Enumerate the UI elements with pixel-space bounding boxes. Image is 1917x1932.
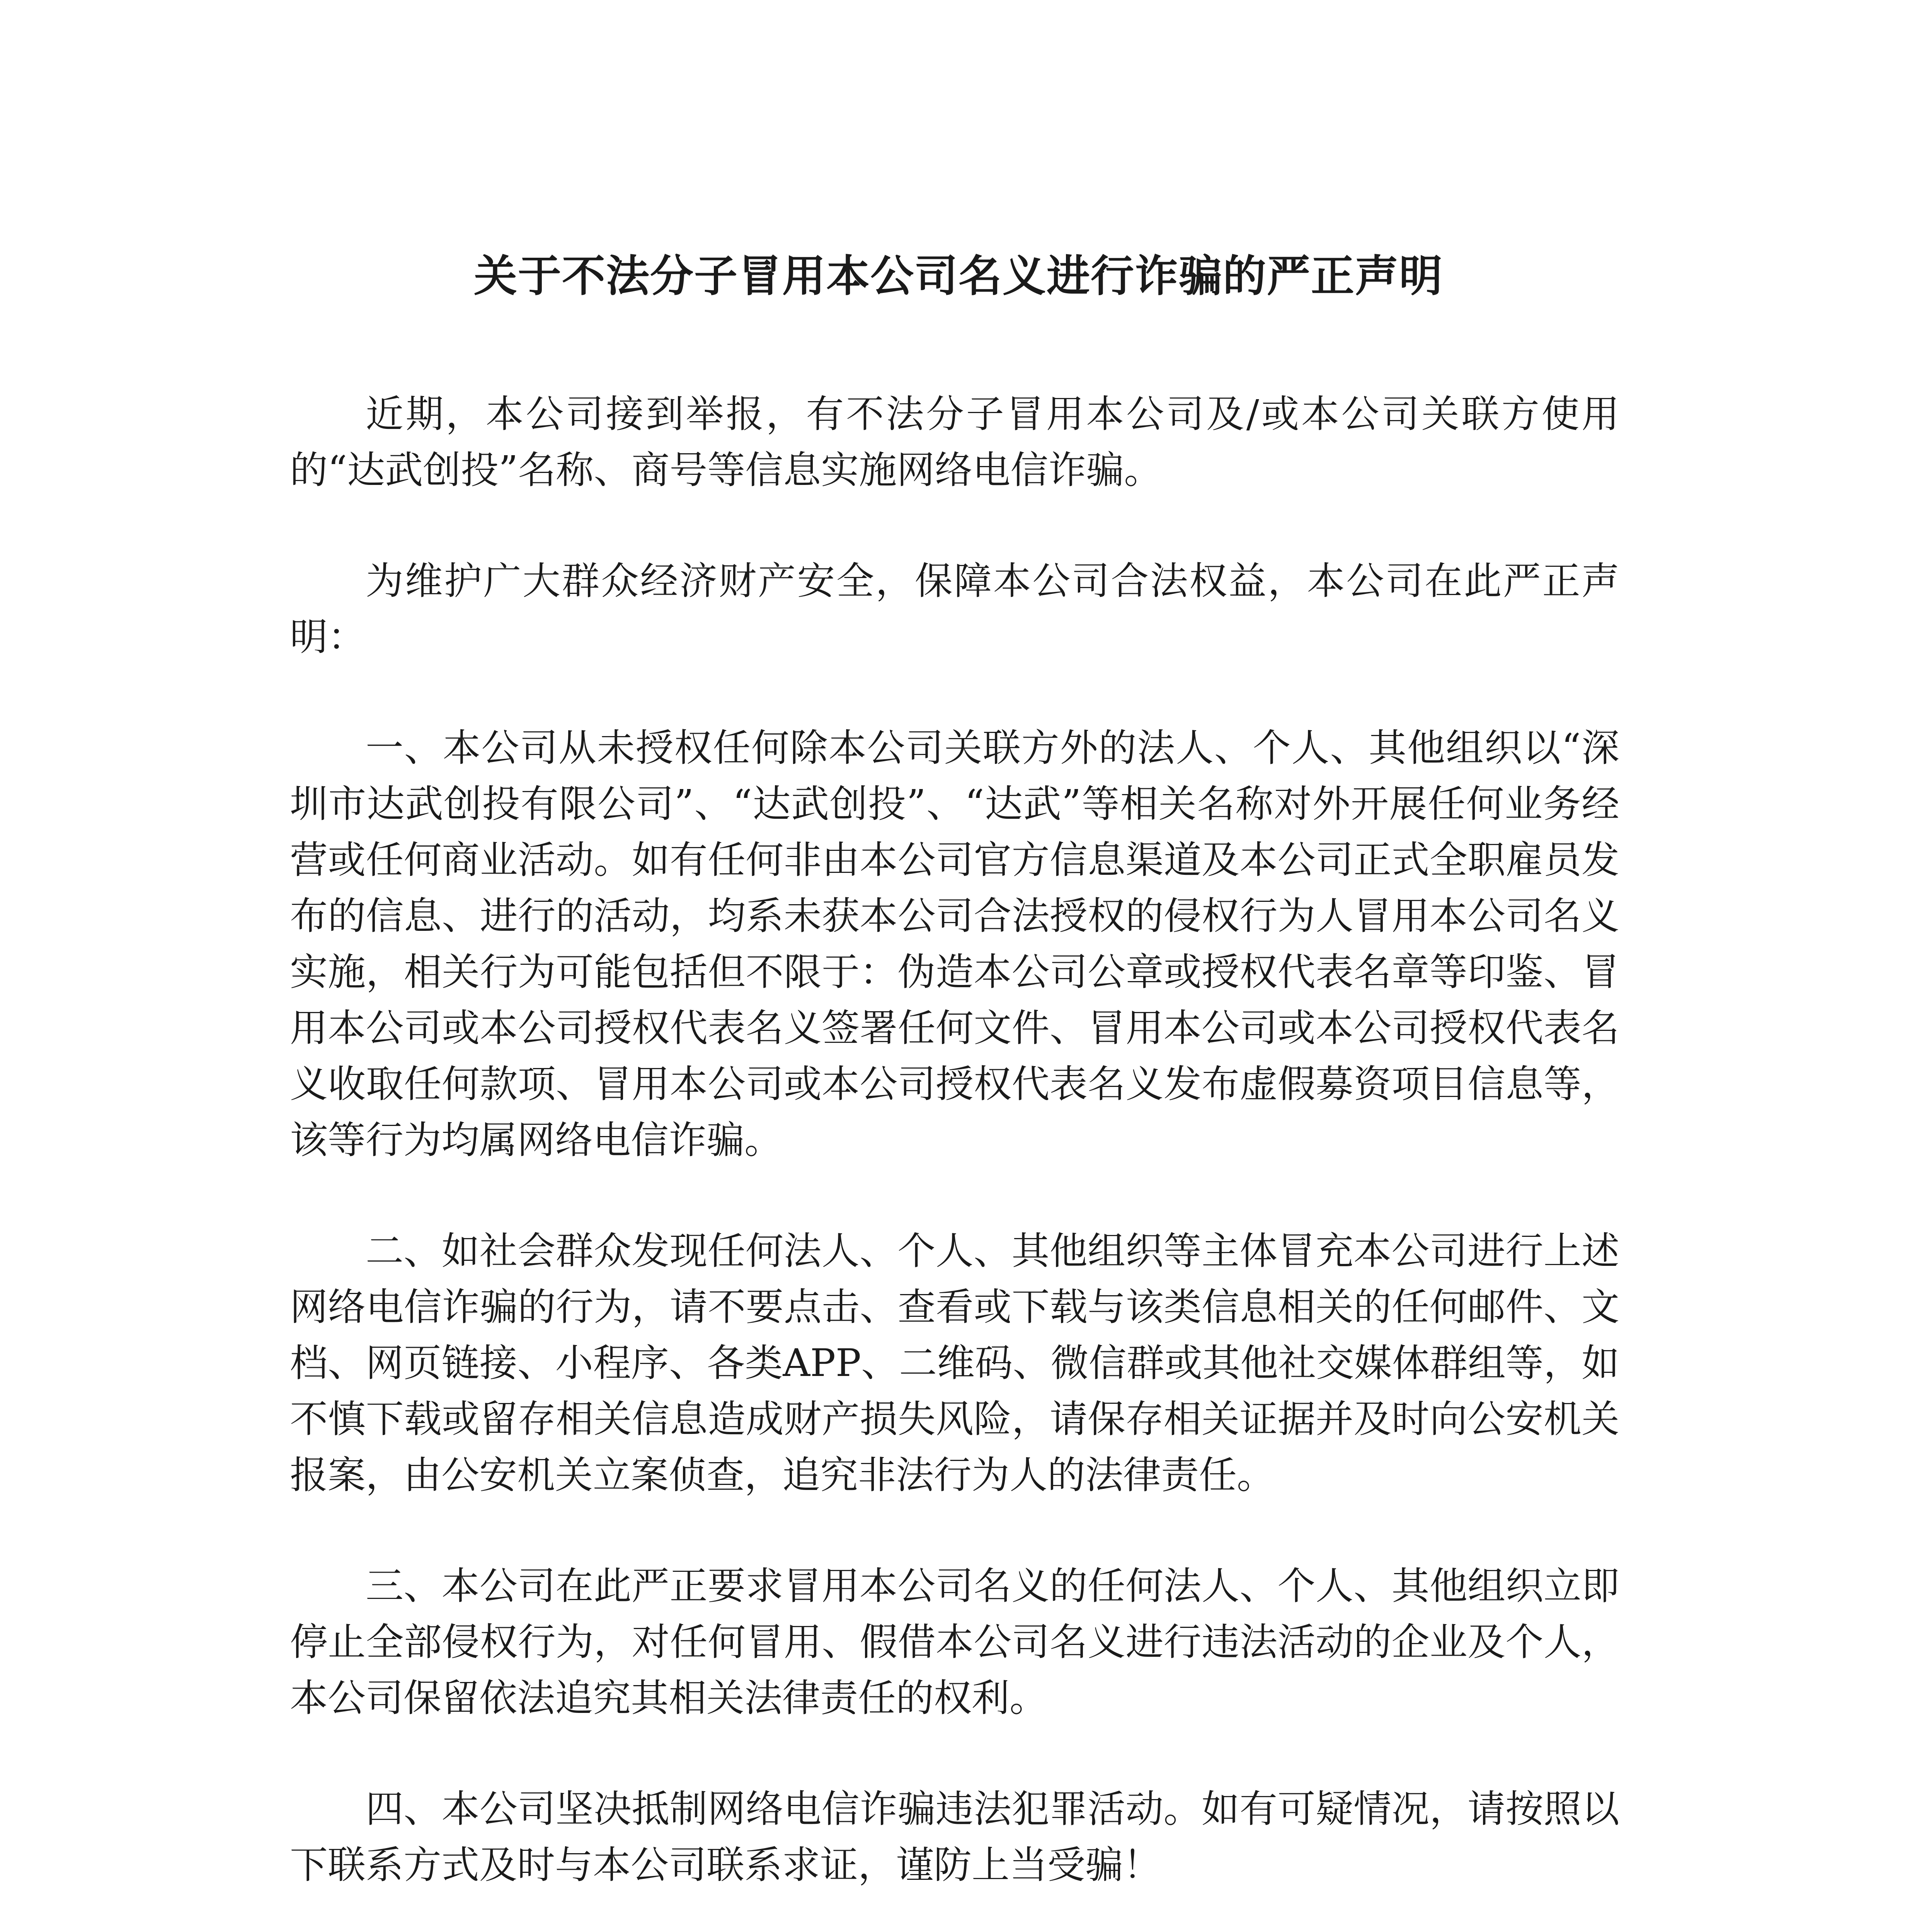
paragraph-clause-3: 三、本公司在此严正要求冒用本公司名义的任何法人、个人、其他组织立即停止全部侵权行为，对任何冒用、假借本公司名义进行违法活动的企业及个人，本公司保留依法追究其相关法律责任的权利。	[290, 1564, 1619, 1720]
document-body	[290, 386, 1619, 1932]
paragraph-intro: 近期，本公司接到举报，有不法分子冒用本公司及/或本公司关联方使用的“达武创投”名称、商号等信息实施网络电信诈骗。	[290, 392, 1619, 492]
paragraph-clause-1: 一、本公司从未授权任何除本公司关联方外的法人、个人、其他组织以“深圳市达武创投有限公司”、“达武创投”、“达武”等相关名称对外开展任何业务经营或任何商业活动。如有任何非由本公司官方信息渠道及本公司正式全职雇员发布的信息、进行的活动，均系未获本公司合法授权的侵权行为人冒用本公司名义实施，相关行为可能包括但不限于：伪造本公司公章或授权代表名章等印鉴、冒用本公司或本公司授权代表名义签署任何文件、冒用本公司或本公司授权代表名义收取任何款项、冒用本公司或本公司授权代表名义发布虚假募资项目信息等，该等行为均属网络电信诈骗。	[290, 726, 1619, 1162]
paragraph-declaration-lead: 为维护广大群众经济财产安全，保障本公司合法权益，本公司在此严正声明：	[290, 559, 1619, 659]
document-title: 关于不法分子冒用本公司名义进行诈骗的严正声明	[474, 251, 1443, 301]
paragraph-clause-2: 二、如社会群众发现任何法人、个人、其他组织等主体冒充本公司进行上述网络电信诈骗的行为，请不要点击、查看或下载与该类信息相关的任何邮件、文档、网页链接、小程序、各类APP、二维码、微信群或其他社交媒体群组等，如不慎下载或留存相关信息造成财产损失风险，请保存相关证据并及时向公安机关报案，由公安机关立案侦查，追究非法行为人的法律责任。	[290, 1229, 1619, 1497]
paragraph-clause-4: 四、本公司坚决抵制网络电信诈骗违法犯罪活动。如有可疑情况，请按照以下联系方式及时与本公司联系求证，谨防上当受骗！	[290, 1787, 1619, 1887]
